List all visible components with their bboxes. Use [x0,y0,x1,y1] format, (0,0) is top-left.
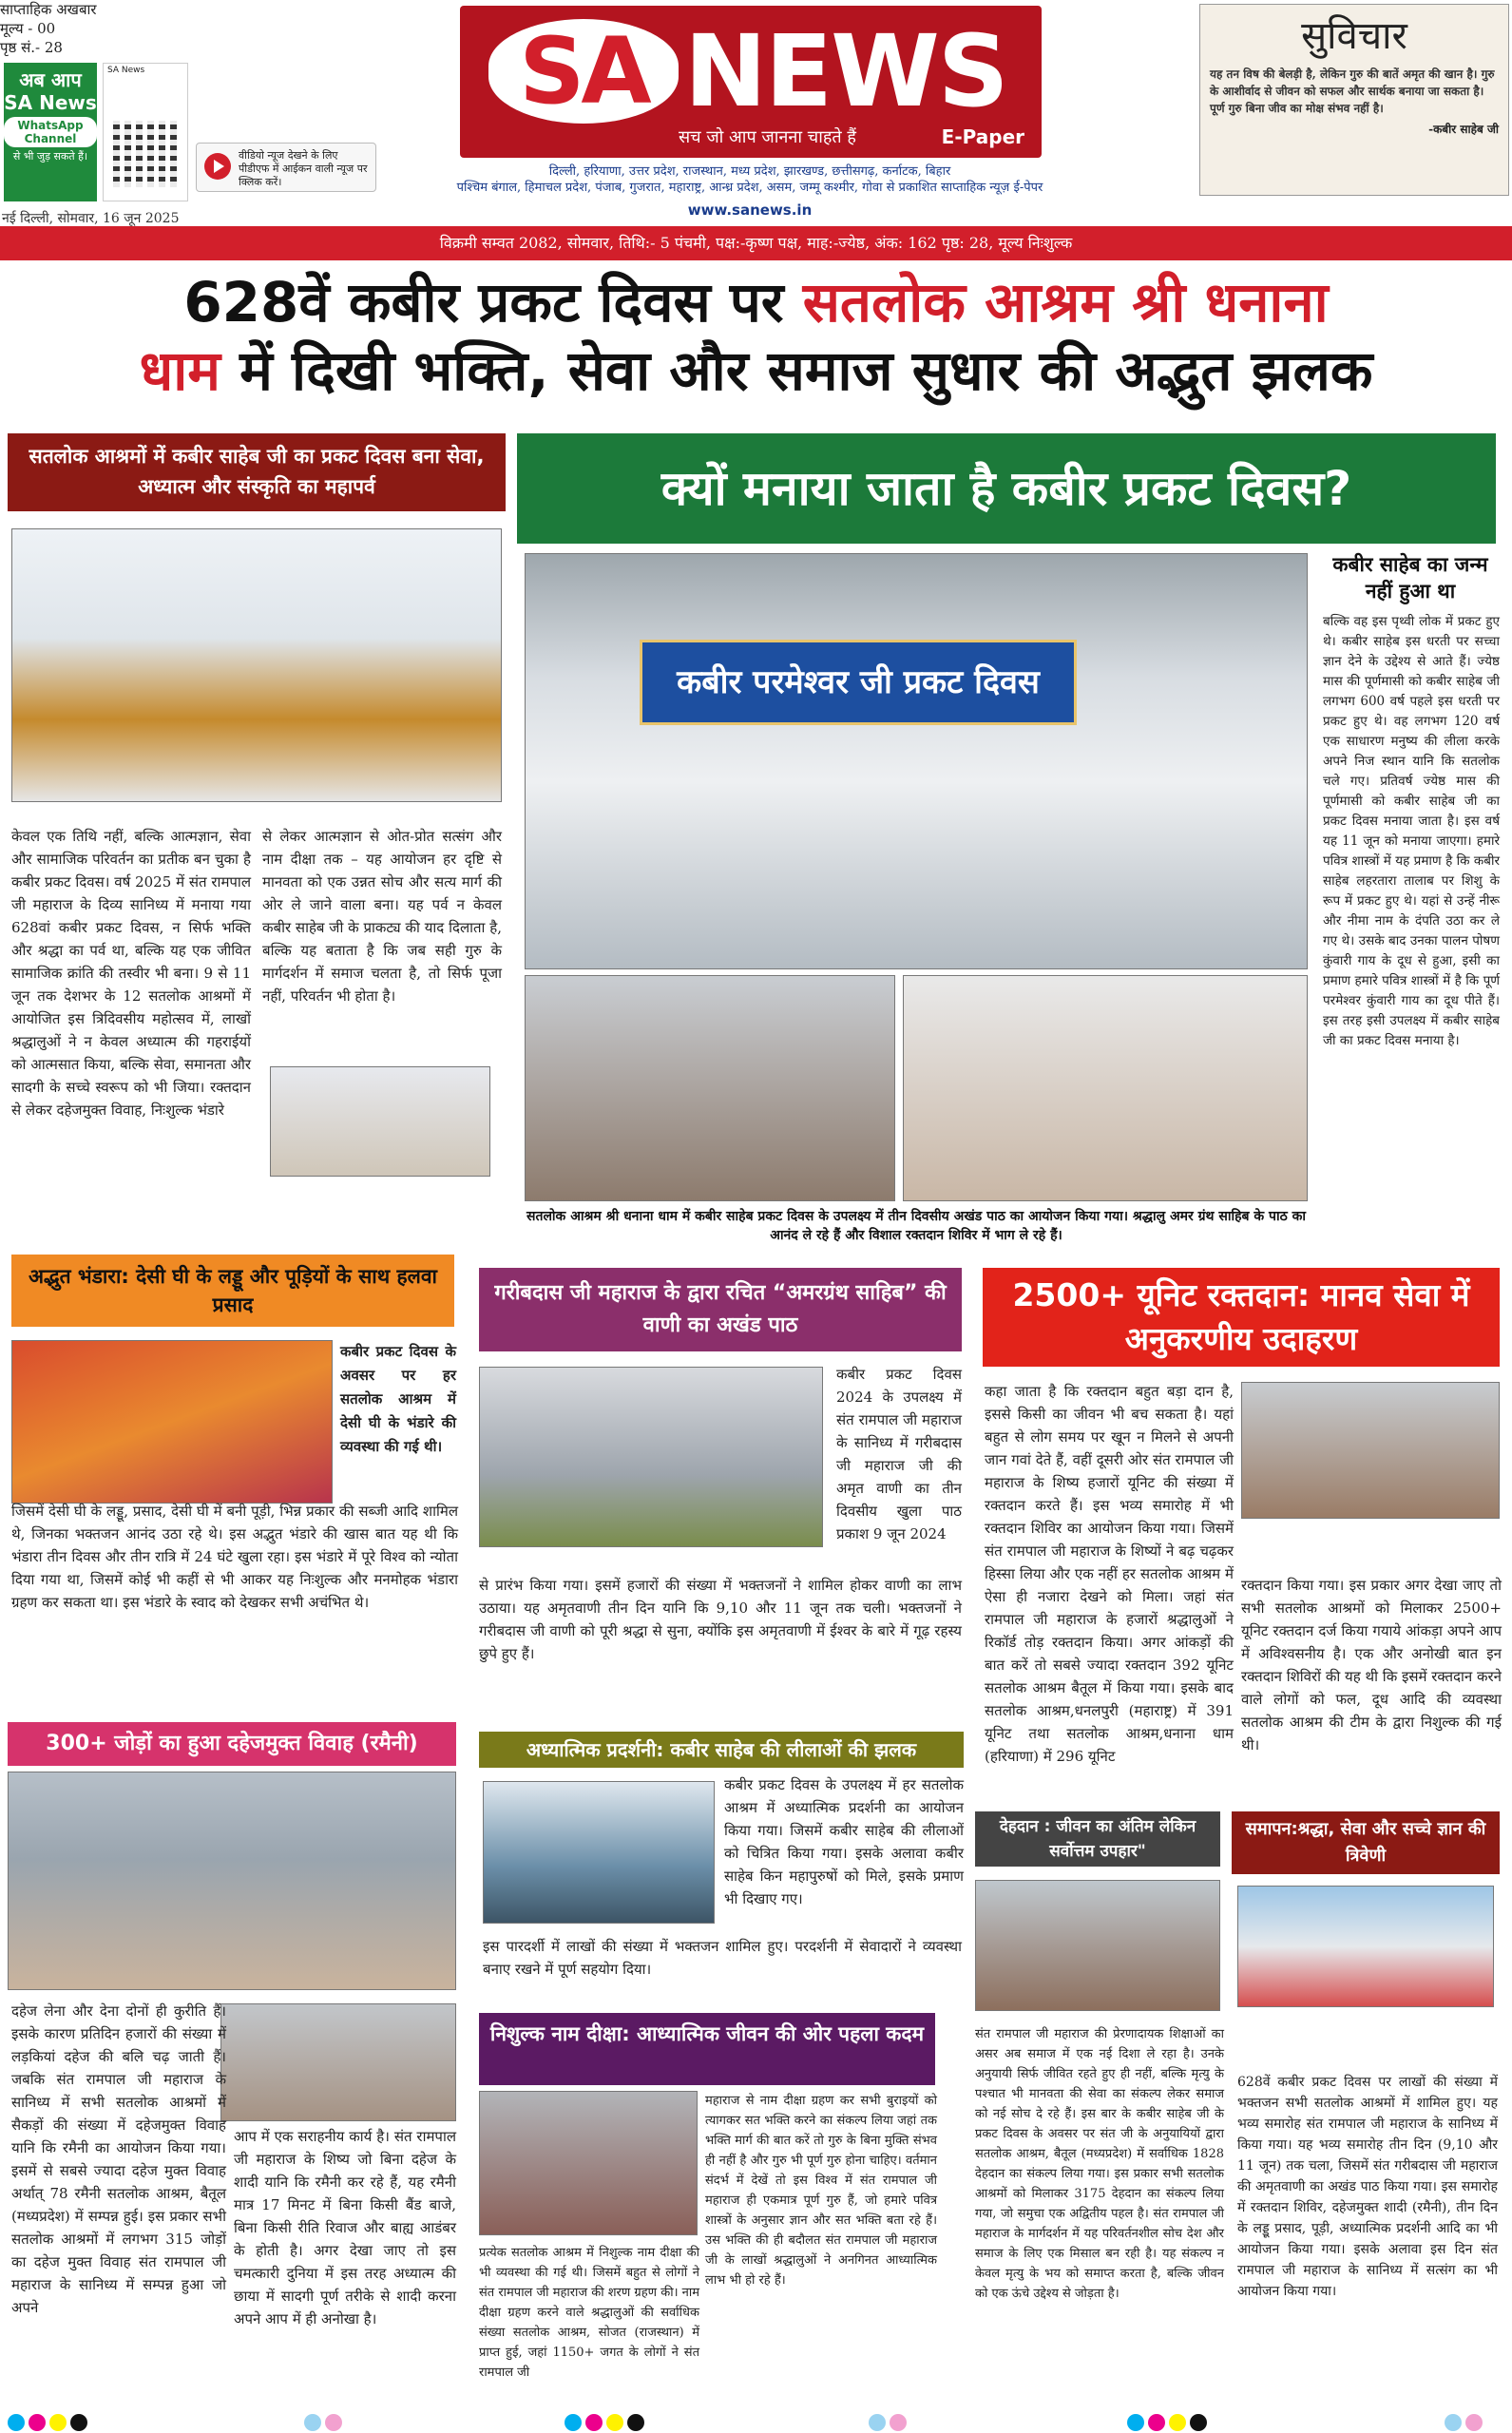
states-line1: दिल्ली, हरियाणा, उत्तर प्रदेश, राजस्थान, मध्य प्रदेश, झारखण्ड, छत्तीसगढ़, कर्नाटक, बिहार [548,164,951,179]
reg-dot-yellow4-icon [1169,2414,1186,2431]
states-list [384,163,1116,196]
video-news-note [196,143,376,192]
reg-dot-magenta4-icon [1148,2414,1165,2431]
sec2-subheading: कबीर साहेब का जन्म नहीं हुआ था [1332,553,1488,603]
sec2-blood-donation-photo [525,975,895,1201]
reg-dot-magenta5-icon [1465,2414,1483,2431]
sec5-side-text: कबीर प्रकट दिवस 2024 के उपलक्ष्य में संत रामपाल जी महाराज के सानिध्य में गरीबदास जी महाराज जी की अमृत वाणी का तीन दिवसीय खुला पाठ प्रकाश 9 जून 2024 [836,1366,962,1542]
sec3-bhandara-photo [11,1340,333,1504]
sec7-heading: निशुल्क नाम दीक्षा: आध्यात्मिक जीवन की ओर पहला कदम [479,2013,935,2085]
sec2-stage-photo [525,553,1308,969]
sa-news-logo[interactable] [460,6,1042,158]
whatsapp-promo[interactable] [0,63,190,203]
sec9-text: संत रामपाल जी महाराज की प्रेरणादायक शिक्षाओं का असर अब समाज में एक नई दिशा ले रहा है। उनके अनुयायी सिर्फ जीवित रहते हुए ही नहीं, बल्कि मृत्यु के पश्चात भी मानवता की सेवा का संकल्प लेकर समाज को नई सोच दे रहे हैं। इस बार के कबीर साहेब जी के प्रकट दिवस के अवसर पर संत जी के अनुयायियों द्वारा सतलोक आश्रम, बैतूल (मध्यप्रदेश) में सर्वाधिक 1828 देहदान का संकल्प लिया गया। इस प्रकार सभी सतलोक आश्रमों को मिलाकर 3175 देहदान का संकल्प लिया गया, जो समुचा एक अद्वितीय पहल है। संत रामपाल जी महाराज के मार्गदर्शन में यह परिवर्तनशील सोच देश और समाज के लिए एक मिसाल बन रही है। यह संकल्प न केवल मृत्यु के भय को समाप्त करता है, बल्कि जीवन को एक ऊंचे उद्देश्य से जोड़ता है। [975,2027,1224,2301]
headline-part4: में दिखी भक्ति, सेवा और समाज सुधार की अद्भुत झलक [220,338,1373,403]
suvichar-title: सुविचार [1301,14,1407,58]
promo-line1: अब आप [19,68,82,91]
sec7-text: प्रत्येक सतलोक आश्रम में निशुल्क नाम दीक्षा की भी व्यवस्था की गई थी। जिसमें बहुत से लोगों ने संत रामपाल जी महाराज की शरण ग्रहण की। नाम दीक्षा ग्रहण करने वाले श्रद्धालुओं की सर्वाधिक संख्या सतलोक आश्रम, सोजत (राजस्थान) में प्राप्त हुई, जहां 1150+ जगत के लोगों ने संत रामपाल जी [479,2246,699,2380]
video-play-icon [204,153,231,180]
sec9-heading: देहदान : जीवन का अंतिम लेकिन सर्वोत्तम उपहार" [975,1811,1220,1867]
qr-label: SA News [107,66,145,75]
sec3-lead: कबीर प्रकट दिवस के अवसर पर हर सतलोक आश्रम में देसी घी के भंडारे की व्यवस्था की गई थी। [340,1343,456,1455]
suvichar-box [1199,4,1509,196]
sec7-diksha-photo [479,2091,698,2235]
main-headline [0,268,1512,405]
sec10-heading: समापन:श्रद्धा, सेवा और सच्चे ज्ञान की त्रिवेणी [1232,1811,1500,1874]
sec1-photo-small [270,1066,490,1177]
sec3-heading: अद्भुत भंडारा: देसी घी के लड्डू और पूड़ियों के साथ हलवा प्रसाद [11,1255,454,1327]
sec7-side-text: महाराज से नाम दीक्षा ग्रहण कर सभी बुराइयों को त्यागकर सत भक्ति करने का संकल्प लिया जहां तक भक्ति मार्ग की बात करें तो गुरु के बिना मुक्ति संभव ही नहीं है और गुरु भी पूर्ण गुरु होना चाहिए। वर्तमान संदर्भ में देखें तो इस विश्व में संत रामपाल जी महाराज ही एकमात्र पूर्ण गुरु हैं, जो हमारे पवित्र शास्त्रों के अनुसार ज्ञान और सत भक्ति बता रहे हैं। उस भक्ति की ही बदौलत संत रामपाल जी महाराज जी के लाखों श्रद्धालुओं ने अनगिनत आध्यात्मिक लाभ भी हो रहे हैं। [705,2094,937,2288]
sec2-heading: क्यों मनाया जाता है कबीर प्रकट दिवस? [517,433,1496,544]
sec4-heading: 300+ जोड़ों का हुआ दहेजमुक्त विवाह (रमैनी) [8,1722,456,1766]
sec6-exhibition-photo [483,1781,715,1924]
headline-part3: धाम [139,338,220,403]
print-registration-marks [0,2410,1512,2433]
sec4-col2: आप में एक सराहनीय कार्य है। संत रामपाल जी महाराज के शिष्य जो बिना दहेज के शादी यानि कि रमैनी कर रहे हैं, यह रमैनी मात्र 17 मिनट में बिना किसी बैंड बाजे, बिना किसी रीति रिवाज और बाह्य आडंबर के होती है। अगर देखा जाए तो इस चमत्कारी दुनिया में इस तरह अध्यात्म की छाया में सादगी पूर्ण तरीके से शादी करना अपने आप में ही अनोखा है। [234,2128,456,2328]
logo-tagline: सच जो आप जानना चाहते हैं [679,127,856,147]
sec4-marriage-photo-small [220,2003,456,2121]
reg-dot-yellow2-icon [606,2414,623,2431]
calendar-strip: विक्रमी सम्वत 2082, सोमवार, तिथि:- 5 पंचमी, पक्ष:-कृष्ण पक्ष, माह:-ज्येष्ठ, अंक: 162 पृष्ठ: 28, मूल्य निःशुल्क [0,226,1512,260]
reg-dot-magenta3-icon [890,2414,907,2431]
sec8-blood-photo [1241,1382,1500,1519]
reg-dot-cyan5-icon [1445,2414,1462,2431]
reg-dot-black2-icon [627,2414,644,2431]
reg-dot-cyan4-icon [1127,2414,1144,2431]
sec3-text: जिसमें देसी घी के लड्डू, प्रसाद, देसी घी में बनी पूड़ी, भिन्न प्रकार की सब्जी आदि शामिल थे, जिनका भक्तजन आनंद उठा रहे थे। इस अद्भुत भंडारे की खास बात यह थी कि भंडारा तीन दिवस और तीन रात्रि में 24 घंटे खुला रहा। इस भंडारे में पूरे विश्व को न्योता दिया गया था, जिसमें कोई भी कहीं से भी आकर यह निःशुल्क और मनमोहक भंडारा ग्रहण कर सकता था। इस भंडारे के स्वाद को देखकर सभी अचंभित थे। [11,1503,458,1611]
price: मूल्य - 00 [0,20,56,37]
sec10-text: 628वें कबीर प्रकट दिवस पर लाखों की संख्या में भक्तजन सभी सतलोक आश्रमों में शामिल हुए। यह भव्य समारोह संत रामपाल जी महाराज के सानिध्य में किया गया। यह भव्य समारोह तीन दिन (9,10 और 11 जून) तक चला, जिसमें संत गरीबदास जी महाराज की अमृतवाणी का अखंड पाठ किया गया। इस समारोह में रक्तदान शिविर, दहेजमुक्त शादी (रमैनी), तीन दिन के लड्डू प्रसाद, पूड़ी, अध्यात्मिक प्रदर्शनी आदि का भी आयोजन किया गया। इसके अलावा इस दिन संत रामपाल जी महाराज के सानिध्य में सत्संग का भी आयोजन किया गया। [1237,2075,1498,2299]
edition-meta [0,0,190,57]
reg-dot-cyan-icon [8,2414,25,2431]
reg-dot-cyan2-icon [565,2414,582,2431]
sec1-photo [11,528,502,802]
whatsapp-channel-badge[interactable] [4,63,97,201]
page-count: पृष्ठ सं.- 28 [0,39,63,56]
states-line2: पश्चिम बंगाल, हिमाचल प्रदेश, पंजाब, गुजरात, महाराष्ट्र, आन्ध्र प्रदेश, असम, जम्मू कश्मीर, गोवा से प्रकाशित साप्ताहिक न्यूज़ ई-पेपर [456,181,1043,195]
headline-part1: 628वें कबीर प्रकट दिवस पर [183,270,803,335]
promo-line2: SA News [4,91,97,114]
edition-type: साप्ताहिक अखबार [0,1,97,18]
sec2-devotees-photo [903,975,1308,1201]
logo-news: NEWS [684,13,1007,129]
sec9-dehdaan-photo [975,1880,1220,2011]
sec1-heading: सतलोक आश्रमों में कबीर साहेब जी का प्रकट दिवस बना सेवा, अध्यात्म और संस्कृति का महापर्व [8,433,506,511]
sec6-side-text: कबीर प्रकट दिवस के उपलक्ष्य में हर सतलोक आश्रम में अध्यात्मिक प्रदर्शनी का आयोजन किया गया। जिसमें कबीर साहेब की लीलाओं को चित्रित किया गया। इसके अलावा कबीर साहेब किन महापुरुषों को मिले, इसके प्रमाण भी दिखाए गए। [724,1776,964,1907]
sec10-satsang-photo [1237,1886,1494,2007]
qr-code-icon [113,121,180,187]
sec8-heading: 2500+ यूनिट रक्तदान: मानव सेवा में अनुकरणीय उदाहरण [983,1268,1500,1367]
website-link[interactable]: www.sanews.in [687,201,813,219]
sec6-heading: अध्यात्मिक प्रदर्शनी: कबीर साहेब की लीलाओं की झलक [479,1732,964,1768]
whatsapp-pill: WhatsApp Channel [4,117,97,147]
sec2-caption: सतलोक आश्रम श्री धनाना धाम में कबीर साहेब प्रकट दिवस के उपलक्ष्य में तीन दिवसीय अखंड पाठ का आयोजन किया गया। श्रद्धालु अमर ग्रंथ साहिब के पाठ का आनंद ले रहे हैं और विशाल रक्तदान शिविर में भाग ले रहे हैं। [526,1209,1306,1243]
suvichar-body: यह तन विष की बेलड़ी है, लेकिन गुरु की बातें अमृत की खान है। गुरु के आशीर्वाद से जीवन को सफल और सार्थक बनाया जा सकता है। पूर्ण गुरु बिना जीव का मोक्ष संभव नहीं है। [1210,67,1495,115]
logo-epaper: E-Paper [941,125,1024,148]
sec8-text: कहा जाता है कि रक्तदान बहुत बड़ा दान है, इससे किसी का जीवन भी बच सकता है। यहां बहुत से लोग समय पर खून न मिलने से अपनी जान गवां देते हैं, वहीं दूसरी ओर संत रामपाल जी महाराज के शिष्य हजारों यूनिट की संख्या में रक्तदान करते हैं। इस भव्य समारोह में भी रक्तदान शिविर का आयोजन किया गया। जिसमें संत रामपाल जी महाराज के शिष्यों ने बढ़ चढ़कर हिस्सा लिया और एक नहीं हर सतलोक आश्रम में ऐसा ही नजारा देखने को मिला। जहां संत रामपाल जी महाराज के हजारों श्रद्धालुओं ने रिकॉर्ड तोड़ रक्तदान किया। अगर आंकड़ों की बात करें तो सबसे ज्यादा रक्तदान 392 यूनिट सतलोक आश्रम बैतूल में किया गया। इसके बाद सतलोक आश्रम,धनलपुरी (महाराष्ट्र) में 391 यूनिट तथा सतलोक आश्रम,धनाना धाम (हरियाणा) में 296 यूनिट [985,1383,1234,1765]
qr-code-card[interactable] [103,63,188,201]
reg-dot-black-icon [70,2414,87,2431]
sec4-marriage-photo [8,1772,456,1990]
sec5-heading: गरीबदास जी महाराज के द्वारा रचित “अमरग्रंथ साहिब” की वाणी का अखंड पाठ [479,1268,962,1351]
reg-dot-magenta-light-icon [325,2414,342,2431]
suvichar-signature: -कबीर साहेब जी [1428,123,1499,136]
reg-dot-cyan3-icon [869,2414,886,2431]
sec5-text: से प्रारंभ किया गया। इसमें हजारों की संख्या में भक्तजनों ने शामिल होकर वाणी का लाभ उठाया। यह अमृतवाणी तीन दिन यानि कि 9,10 और 11 जून तक चली। भक्तजनों ने गरीबदास जी वाणी को पूरी श्रद्धा से सुना, क्योंकि इस अमृतवाणी में ईश्वर के बारे में गूढ़ रहस्य छुपे हुए हैं। [479,1577,962,1662]
reg-dot-magenta-icon [29,2414,46,2431]
reg-dot-black4-icon [1190,2414,1207,2431]
reg-dot-magenta2-icon [585,2414,603,2431]
sec4-col1: दहेज लेना और देना दोनों ही कुरीति हैं। इसके कारण प्रतिदिन हजारों की संख्या में लड़कियां दहेज की बलि चढ़ जाती हैं। जबकि संत रामपाल जी महाराज के सानिध्य में सभी सतलोक आश्रमों में सैकड़ों की संख्या में दहेजमुक्त विवाह यानि कि रमैनी का आयोजन किया गया। इसमें से सबसे ज्यादा दहेज मुक्त विवाह अर्थात् 78 रमैनी सतलोक आश्रम, बैतूल (मध्यप्रदेश) में सम्पन्न हुई। इस प्रकार सभी सतलोक आश्रमों में लगभग 315 जोड़ों का दहेज मुक्त विवाह संत रामपाल जी महाराज के सानिध्य में सम्पन्न हुआ जो अपने [11,2002,226,2316]
stage-banner: कबीर परमेश्वर जी प्रकट दिवस [640,640,1077,725]
sec5-path-photo [479,1367,823,1547]
promo-line3: से भी जुड़ सकते हैं। [12,150,88,163]
reg-dot-yellow-icon [49,2414,67,2431]
video-note-text: वीडियो न्यूज देखने के लिए पीडीएफ में आईकन वाली न्यूज पर क्लिक करें। [239,149,368,188]
headline-part2: सतलोक आश्रम श्री धनाना [802,270,1329,335]
sec8-text2: रक्तदान किया गया। इस प्रकार अगर देखा जाए तो सभी सतलोक आश्रमों को मिलाकर 2500+ यूनिट रक्तदान दर्ज किया गयाये आंकड़ा अपने आप में अविश्वसनीय है। एक और अनोखी बात इन रक्तदान शिविरों की यह थी कि इसमें रक्तदान करने वाले लोगों को फल, दूध आदि की व्यवस्था सतलोक आश्रम की टीम के द्वारा निशुल्क की गई थी। [1241,1577,1502,1753]
date-line: नई दिल्ली, सोमवार, 16 जून 2025 [2,211,180,226]
sec2-side-text: बल्कि वह इस पृथ्वी लोक में प्रकट हुए थे। कबीर साहेब इस धरती पर सच्चा ज्ञान देने के उद्देश्य से आते हैं। ज्येष्ठ मास की पूर्णमासी को कबीर साहेब जी लगभग 600 वर्ष पहले इस धरती पर प्रकट हुए थे। वह लगभग 120 वर्ष एक साधारण मनुष्य की लीला करके अपने निज स्थान यानि कि सतलोक चले गए। प्रतिवर्ष ज्येष्ठ मास की पूर्णमासी को कबीर साहेब जी का प्रकट दिवस मनाया जाता है। इस वर्ष यह 11 जून को मनाया जाएगा। हमारे पवित्र शास्त्रों में यह प्रमाण है कि कबीर साहेब लहरतारा तालाब पर शिशु के रूप में प्रकट हुए थे। यहां से उन्हें नीरू और नीमा नाम के दंपति उठा कर ले गए थे। उसके बाद उनका पालन पोषण कुंवारी गाय के दूध से हुआ, इसी का प्रमाण हमारे पवित्र शास्त्रों में है कि पूर्ण परमेश्वर कुंवारी गाय का दूध पीते हैं। इस तरह इसी उपलक्ष्य में कबीर साहेब जी का प्रकट दिवस मनाया है। [1323,614,1500,1048]
sec1-col2: से लेकर आत्मज्ञान से ओत-प्रोत सत्संग और नाम दीक्षा तक – यह आयोजन हर दृष्टि से मानवता को एक उन्नत सोच और सत्य मार्ग की ओर ले जाने वाला बना। यह पर्व न केवल कबीर साहेब जी के प्राकट्य की याद दिलाता है, बल्कि यह बताता है कि जब सही गुरु के मार्गदर्शन में समाज चलता है, तो सिर्फ पूजा नहीं, परिवर्तन भी होता है। [262,828,502,1005]
reg-dot-cyan-light-icon [304,2414,321,2431]
logo-sa: SA [488,19,679,124]
sec6-text: इस पारदर्शी में लाखों की संख्या में भक्तजन शामिल हुए। परदर्शनी में सेवादारों ने व्यवस्था बनाए रखने में पूर्ण सहयोग दिया। [483,1938,962,1978]
sec1-col1: केवल एक तिथि नहीं, बल्कि आत्मज्ञान, सेवा और सामाजिक परिवर्तन का प्रतीक बन चुका है कबीर प्रकट दिवस। वर्ष 2025 में संत रामपाल जी महाराज के दिव्य सानिध्य में मनाया गया 628वां कबीर प्रकट दिवस, न सिर्फ भक्ति और श्रद्धा का पर्व था, बल्कि यह एक जीवित सामाजिक क्रांति की तस्वीर भी बना। 9 से 11 जून तक देशभर के 12 सतलोक आश्रमों में आयोजित इस त्रिदिवसीय महोत्सव में, लाखों श्रद्धालुओं ने न केवल अध्यात्म की गहराईयों को आत्मसात किया, बल्कि सेवा, समानता और सादगी के सच्चे स्वरूप को भी जिया। रक्तदान से लेकर दहेजमुक्त विवाह, निःशुल्क भंडारे [11,828,251,1119]
